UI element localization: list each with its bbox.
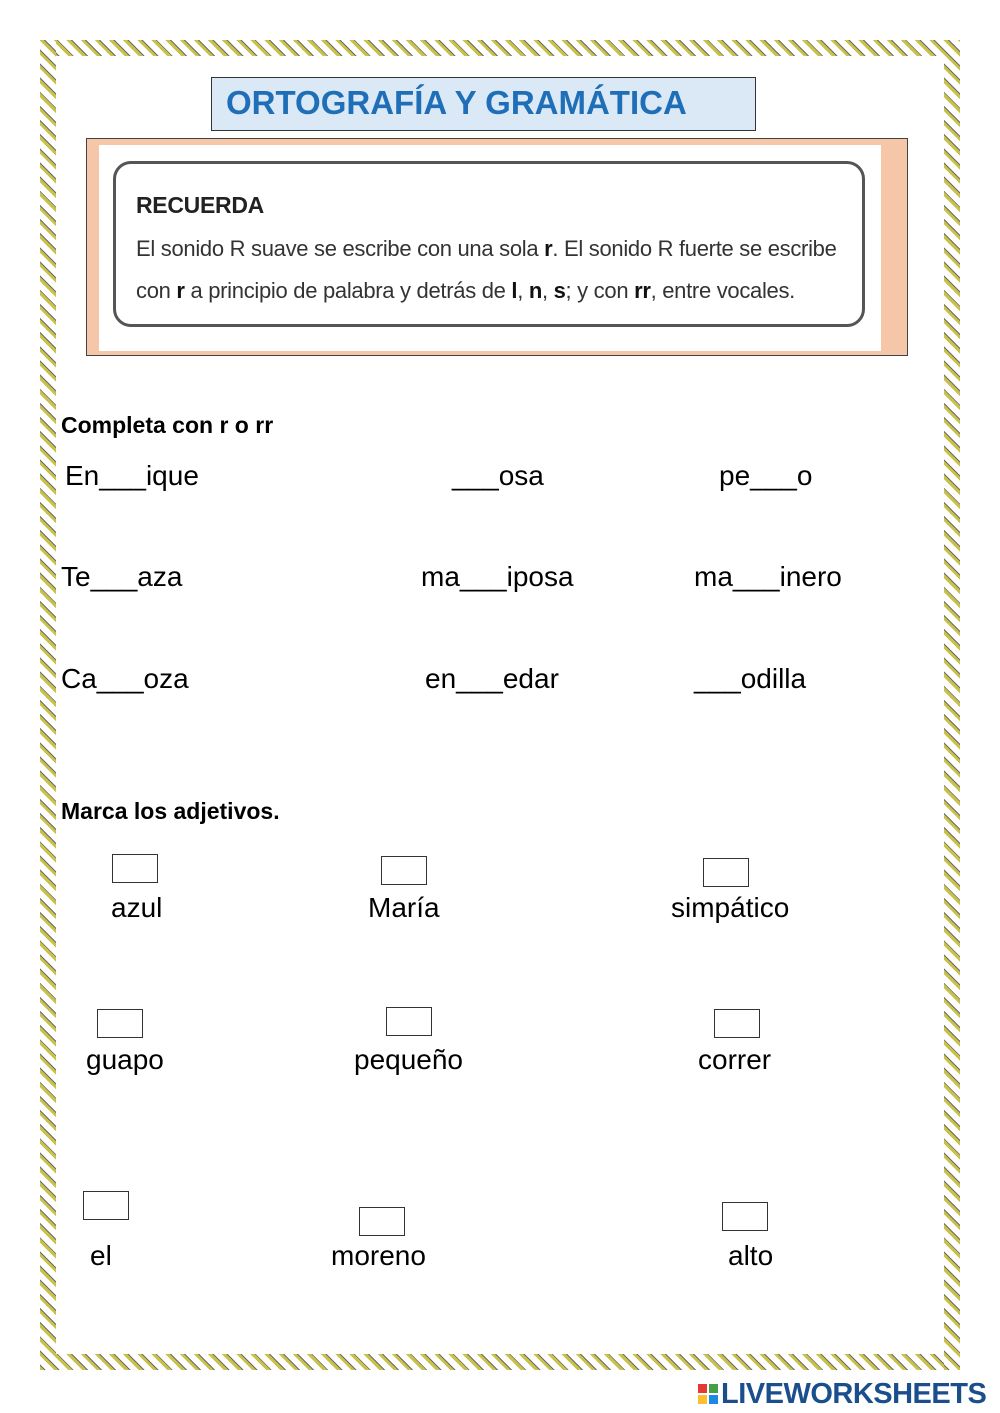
exercise-2-title: Marca los adjetivos. <box>61 798 280 824</box>
fill-word[interactable]: pe___o <box>719 460 813 491</box>
decorative-border-right <box>944 40 960 1370</box>
rule-text: ; y con <box>565 278 635 303</box>
adjective-checkbox[interactable] <box>83 1191 129 1220</box>
adjective-checkbox[interactable] <box>381 856 427 885</box>
fill-word[interactable]: Te___aza <box>61 561 183 592</box>
rule-letter: rr <box>634 278 651 303</box>
logo-square-icon <box>698 1384 707 1393</box>
title-box <box>211 77 756 131</box>
page-title: ORTOGRAFÍA Y GRAMÁTICA <box>226 84 687 121</box>
rule-letter: s <box>553 278 566 303</box>
logo-mark-icon <box>698 1384 718 1404</box>
fill-word[interactable]: En___ique <box>65 460 199 491</box>
exercise-1-title: Completa con r o rr <box>61 412 274 438</box>
decorative-border-top <box>40 40 960 56</box>
adjective-word: guapo <box>86 1044 164 1075</box>
decorative-border-bottom <box>40 1354 960 1370</box>
adjective-checkbox[interactable] <box>386 1007 432 1036</box>
fill-word[interactable]: ___osa <box>452 460 544 491</box>
recuerda-card <box>113 161 865 327</box>
adjective-checkbox[interactable] <box>714 1009 760 1038</box>
rule-text: con <box>136 278 177 303</box>
adjective-word: pequeño <box>354 1044 464 1075</box>
adjective-word: el <box>90 1240 112 1271</box>
rule-text: , <box>517 278 529 303</box>
adjective-checkbox[interactable] <box>97 1009 143 1038</box>
logo-text: LIVEWORKSHEETS <box>721 1377 987 1410</box>
adjective-word: moreno <box>331 1240 426 1271</box>
adjective-checkbox[interactable] <box>703 858 749 887</box>
logo-square-icon <box>709 1384 718 1393</box>
rule-letter: r <box>544 236 553 261</box>
adjective-checkbox[interactable] <box>359 1207 405 1236</box>
adjective-word: María <box>368 892 440 923</box>
rule-text: , entre vocales. <box>650 278 795 303</box>
adjective-word: correr <box>698 1044 772 1075</box>
adjective-checkbox[interactable] <box>722 1202 768 1231</box>
rule-letter: n <box>528 278 542 303</box>
rule-letter: r <box>176 278 185 303</box>
rule-letter: l <box>511 278 518 303</box>
adjective-word: simpático <box>671 892 790 923</box>
recuerda-rule-line-2 <box>136 278 795 304</box>
rule-text: . El sonido R fuerte se escribe <box>552 236 837 261</box>
adjective-word: azul <box>111 892 163 923</box>
fill-word[interactable]: en___edar <box>425 663 559 694</box>
fill-word[interactable]: ma___inero <box>694 561 842 592</box>
fill-word[interactable]: Ca___oza <box>61 663 189 694</box>
fill-word[interactable]: ___odilla <box>694 663 807 694</box>
rule-text: a principio de palabra y detrás de <box>184 278 512 303</box>
adjective-word: alto <box>728 1240 774 1271</box>
decorative-border-left <box>40 40 56 1370</box>
logo-square-icon <box>698 1395 707 1404</box>
rule-text: , <box>541 278 554 303</box>
recuerda-rule-line-1 <box>136 236 837 262</box>
fill-word[interactable]: ma___iposa <box>421 561 574 592</box>
recuerda-frame <box>86 138 908 356</box>
recuerda-inner <box>99 145 881 351</box>
adjective-checkbox[interactable] <box>112 854 158 883</box>
logo-square-icon <box>709 1395 718 1404</box>
liveworksheets-logo <box>698 1378 986 1410</box>
rule-text: El sonido R suave se escribe con una sola <box>136 236 545 261</box>
recuerda-heading: RECUERDA <box>136 192 264 218</box>
